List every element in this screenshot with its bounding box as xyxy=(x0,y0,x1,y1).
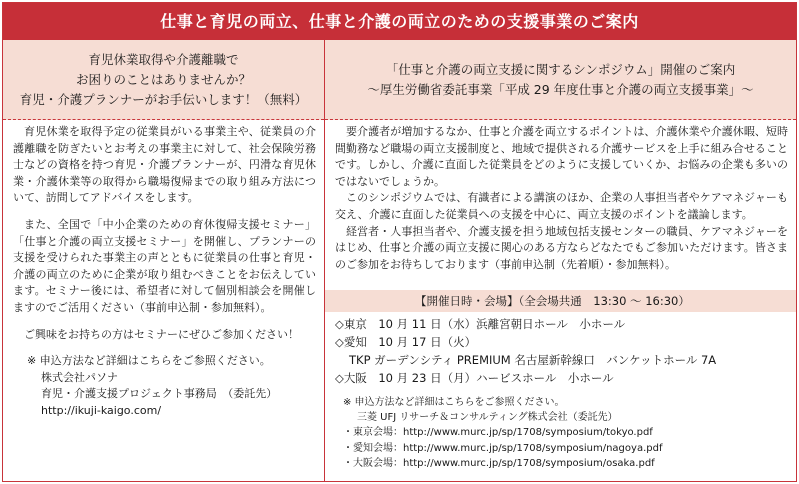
venue-list xyxy=(325,315,796,387)
right-paragraph-3: 経営者・人事担当者や、介護支援を担う地域包括支援センターの職員、ケアマネジャーをはじめ、仕事と介護の両立支援に関心のある方ならどなたでもご参加いただけます。皆さまのご参加をお待ちしております（事前申込制（先着順）・参加無料）。 xyxy=(335,224,788,271)
right-header-line2: ～厚生労働省委託事業「平成 29 年度仕事と介護の両立支援事業」～ xyxy=(367,81,754,97)
right-column xyxy=(325,40,796,481)
left-paragraph-3: ご興味をお持ちの方はセミナーにぜひご参加ください！ xyxy=(24,327,299,341)
venue-aichi-hall: TKP ガーデンシティ PREMIUM 名古屋新幹線口 バンケットホール 7A xyxy=(349,353,717,367)
right-paragraph-2: このシンポジウムでは、有識者による講演のほか、企業の人事担当者やケアマネジャーも交え、介護に直面した従業員への支援を中心に、両立支援のポイントを議論します。 xyxy=(335,191,788,221)
right-header xyxy=(325,40,796,120)
left-contact-office: 育児・介護支援プロジェクト事務局 （委託先） xyxy=(41,387,278,401)
left-contact-url[interactable]: http://ikuji-kaigo.com/ xyxy=(41,403,162,417)
left-paragraph-2: また、全国で「中小企業のための育休復帰支援セミナー」「仕事と介護の両立支援セミナー」を開催し、プランナーの支援を受けられた事業主の声とともに従業員の仕事と育児・介護の両立のために企業が取り組むべきことをお伝えしています。セミナー後には、希望者に対して個別相談会を開催しますのでご活用ください（事前申込制・参加無料）。 xyxy=(13,217,316,314)
right-body xyxy=(325,124,796,273)
left-header xyxy=(3,40,324,120)
right-paragraph-1: 要介護者が増加するなか、仕事と介護を両立するポイントは、介護休業や介護休暇、短時間勤務など職場の両立支援制度と、地域で提供される介護サービスを上手に組み合せることです。しかし、介護に直面した従業員をどのように支援していくか、お悩みの企業も多いのではないでしょうか。 xyxy=(335,125,788,188)
right-notes-note: ※ 申込方法など詳細はこちらをご参照ください。 xyxy=(343,397,565,408)
left-header-line2: お困りのことはありませんか？ xyxy=(75,71,251,87)
left-paragraph-1: 育児休業を取得予定の従業員がいる事業主や、従業員の介護離職を防ぎたいとお考えの事業主に対して、社会保険労務士などの資格を持つ育児・介護プランナーが、円滑な育児休業・介護休業等の取得から職場復帰までの取り組み方法について、訪問してアドバイスをします。 xyxy=(13,125,316,205)
venue-tokyo: ◇東京 10 月 11 日（水）浜離宮朝日ホール 小ホール xyxy=(335,317,626,331)
right-header-line1: 「仕事と介護の両立支援に関するシンポジウム」開催のご案内 xyxy=(385,61,736,77)
left-column xyxy=(3,40,325,481)
left-header-line1: 育児休業取得や介護離職で xyxy=(88,51,239,67)
notice-frame xyxy=(2,2,797,482)
right-notes xyxy=(325,395,796,471)
link-osaka[interactable]: ・大阪会場：http://www.murc.jp/sp/1708/symposium/osaka.pdf xyxy=(343,457,655,469)
venue-aichi: ◇愛知 10 月 17 日（火） xyxy=(335,335,477,349)
banner-title: 仕事と育児の両立、仕事と介護の両立のための支援事業のご案内 xyxy=(3,3,796,40)
schedule-header: 【開催日時・会場】（全会場共通 13:30 ～ 16:30） xyxy=(325,290,796,312)
left-contact-note: ※ 申込方法など詳細はこちらをご参照ください。 xyxy=(27,354,271,368)
left-body xyxy=(3,124,324,420)
link-aichi[interactable]: ・愛知会場：http://www.murc.jp/sp/1708/symposium/nagoya.pdf xyxy=(343,442,663,454)
left-contact-company: 株式会社パソナ xyxy=(41,370,118,384)
link-tokyo[interactable]: ・東京会場：http://www.murc.jp/sp/1708/symposium/tokyo.pdf xyxy=(343,427,653,439)
left-header-line3: 育児・介護プランナーがお手伝いします！（無料） xyxy=(19,91,308,107)
right-notes-company: 三菱 UFJ リサーチ＆コンサルティング株式会社（委託先） xyxy=(357,412,618,424)
venue-osaka: ◇大阪 10 月 23 日（月）ハービスホール 小ホール xyxy=(335,371,614,385)
